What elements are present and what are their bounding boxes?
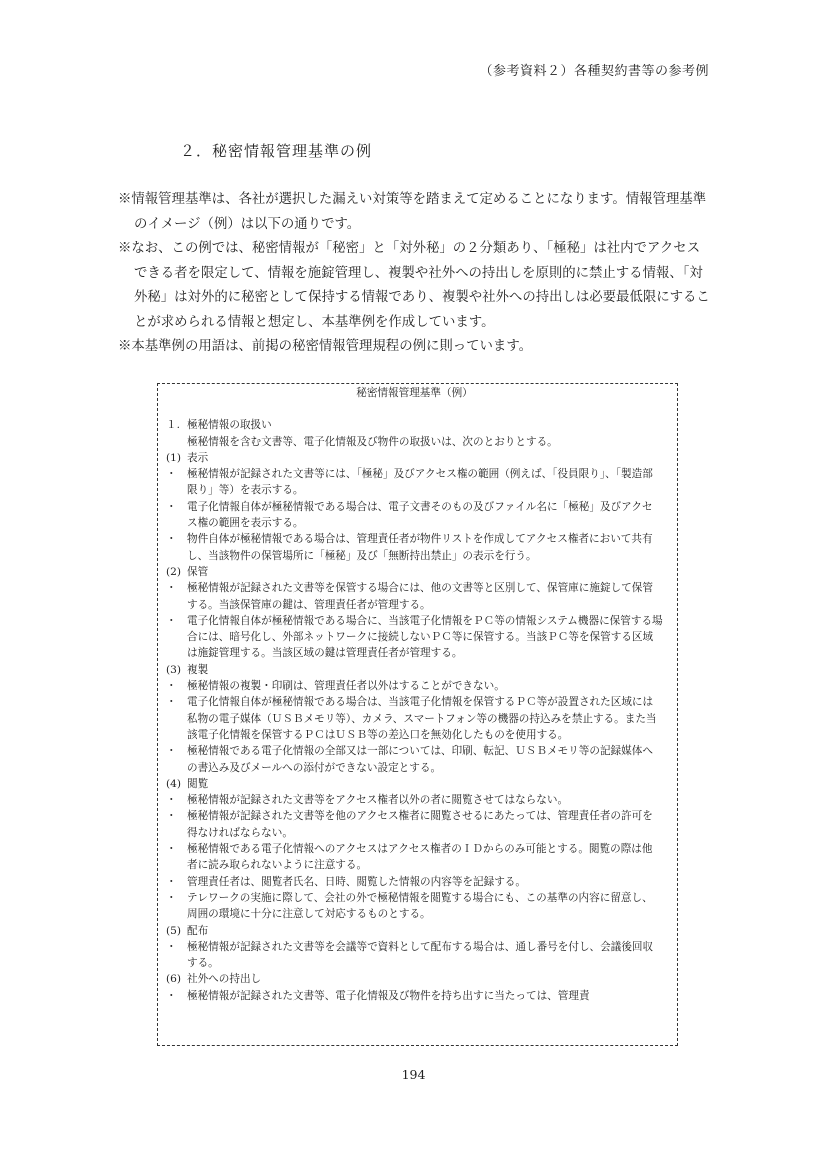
list-item — [166, 531, 663, 564]
bullet-icon: ・ — [166, 794, 177, 807]
section-heading — [166, 776, 663, 792]
chapter-intro: 極秘情報を含む文書等、電子化情報及び物件の取扱いは、次のとおりとする。 — [187, 435, 558, 448]
list-item-text: 電子化情報自体が極秘情報である場合に、当該電子化情報をＰＣ等の情報システム機器に保管する場合には、暗号化し、外部ネットワークに接続しないＰＣ等に保管する。当該ＰＣ等を保管する区域は施錠管理する。当該区域の鍵は管理責任者が管理する。 — [187, 614, 663, 660]
section-heading — [166, 662, 663, 678]
section-heading — [166, 923, 663, 939]
list-item-text: 極秘情報の複製・印刷は、管理責任者以外はすることができない。 — [187, 680, 505, 693]
reference-header: （参考資料２）各種契約書等の参考例 — [479, 64, 709, 79]
list-item — [166, 743, 663, 776]
note-1: ※情報管理基準は、各社が選択した漏えい対策等を踏まえて定めることになります。情報管理基準のイメージ（例）は以下の通りです。 — [118, 192, 707, 232]
list-item-text: 極秘情報が記録された文書等を会議等で資料として配布する場合は、通し番号を付し、会議後回収する。 — [187, 940, 654, 970]
list-item-text: 極秘情報が記録された文書等をアクセス権者以外の者に閲覧させてはならない。 — [187, 794, 569, 807]
section-heading — [166, 564, 663, 580]
list-item-text: 管理責任者は、閲覧者氏名、日時、閲覧した情報の内容等を記録する。 — [187, 875, 526, 888]
bullet-icon: ・ — [166, 582, 177, 595]
list-item — [166, 613, 663, 662]
chapter-number: １. — [166, 419, 180, 432]
section-heading — [166, 971, 663, 987]
list-item — [166, 874, 663, 890]
section-number: (2) — [166, 565, 182, 578]
list-item-text: 極秘情報が記録された文書等を保管する場合には、他の文書等と区別して、保管庫に施錠して保管する。当該保管庫の鍵は、管理責任者が管理する。 — [187, 582, 653, 611]
section-number: (4) — [166, 777, 182, 790]
list-item — [166, 988, 663, 1004]
list-item-text: 極秘情報が記録された文書等、電子化情報及び物件を持ち出すに当たっては、管理責 — [187, 989, 590, 1002]
section-number: (3) — [166, 663, 182, 676]
section-heading — [166, 450, 663, 466]
box-title: 秘密情報管理基準（例） — [356, 387, 473, 399]
list-item — [166, 808, 663, 841]
bullet-icon: ・ — [166, 875, 177, 888]
section-title: 閲覧 — [187, 777, 209, 790]
notes — [118, 188, 712, 360]
list-item — [166, 678, 663, 694]
list-item — [166, 580, 663, 613]
list-item — [166, 792, 663, 808]
list-item — [166, 890, 663, 923]
list-item-text: テレワークの実施に際して、会社の外で極秘情報を閲覧する場合にも、この基準の内容に留意し、周囲の環境に十分に注意して対応するものとする。 — [187, 891, 653, 921]
section-number: (1) — [166, 451, 182, 464]
bullet-icon: ・ — [166, 745, 177, 758]
list-item-text: 極秘情報が記録された文書等には、「極秘」及びアクセス権の範囲（例えば、「役員限り」、「製造部限り」等）を表示する。 — [187, 468, 653, 497]
list-item — [166, 939, 663, 972]
bullet-icon: ・ — [166, 696, 177, 709]
section-title: 社外への持出し — [187, 973, 262, 986]
list-item-text: 極秘情報である電子化情報の全部又は一部については、印刷、転記、ＵＳＢメモリ等の記録媒体への書込み及びメールへの添付ができない設定とする。 — [187, 745, 653, 774]
bullet-icon: ・ — [166, 468, 177, 481]
bullet-icon: ・ — [166, 500, 177, 513]
section-number: (5) — [166, 924, 182, 937]
section-title: 複製 — [187, 663, 209, 676]
standards-box — [157, 383, 678, 1046]
list-item — [166, 694, 663, 743]
note-3: ※本基準例の用語は、前掲の秘密情報管理規程の例に則っています。 — [118, 339, 533, 354]
bullet-icon: ・ — [166, 810, 177, 823]
bullet-icon: ・ — [166, 614, 177, 627]
chapter-heading — [166, 417, 663, 433]
list-item-text: 極秘情報が記録された文書等を他のアクセス権者に閲覧させるにあたっては、管理責任者の許可を得なければならない。 — [187, 810, 653, 839]
bullet-icon: ・ — [166, 843, 177, 856]
bullet-icon: ・ — [166, 940, 177, 953]
section-title: 保管 — [187, 565, 209, 578]
section-number: (6) — [166, 973, 182, 986]
bullet-icon: ・ — [166, 533, 177, 546]
bullet-icon: ・ — [166, 891, 177, 904]
list-item-text: 物件自体が極秘情報である場合は、管理責任者が物件リストを作成してアクセス権者において共有し、当該物件の保管場所に「極秘」及び「無断持出禁止」の表示を行う。 — [187, 533, 653, 562]
page-number: 194 — [401, 1067, 426, 1082]
list-item-text: 極秘情報である電子化情報へのアクセスはアクセス権者のＩＤからのみ可能とする。閲覧の際は他者に読み取られないように注意する。 — [187, 843, 653, 872]
list-item — [166, 499, 663, 532]
note-2: ※なお、この例では、秘密情報が「秘密」と「対外秘」の２分類あり、「極秘」は社内でアクセスできる者を限定して、情報を施錠管理し、複製や社外への持出しを原則的に禁止する情報、「対外秘」は対外的に秘密として保持する情報であり、複製や社外への持出しは必要最低限にすることが求められる情報と想定し、本基準例を作成しています。 — [118, 241, 710, 330]
bullet-icon: ・ — [166, 989, 177, 1002]
list-item-text: 電子化情報自体が極秘情報である場合は、電子文書そのもの及びファイル名に「極秘」及びアクセス権の範囲を表示する。 — [187, 500, 653, 530]
section-title: 配布 — [187, 924, 209, 937]
section-title: 表示 — [187, 451, 209, 464]
list-item — [166, 466, 663, 499]
bullet-icon: ・ — [166, 680, 177, 693]
list-item — [166, 841, 663, 874]
list-item-text: 電子化情報自体が極秘情報である場合は、当該電子化情報を保管するＰＣ等が設置された区域には私物の電子媒体（ＵＳＢメモリ等）、カメラ、スマートフォン等の機器の持込みを禁止する。また当該電子化情報を保管するＰＣはＵＳＢ等の差込口を無効化したものを使用する。 — [187, 696, 657, 741]
section-title: ２．秘密情報管理基準の例 — [180, 142, 373, 160]
chapter-title: 極秘情報の取扱い — [187, 419, 272, 432]
